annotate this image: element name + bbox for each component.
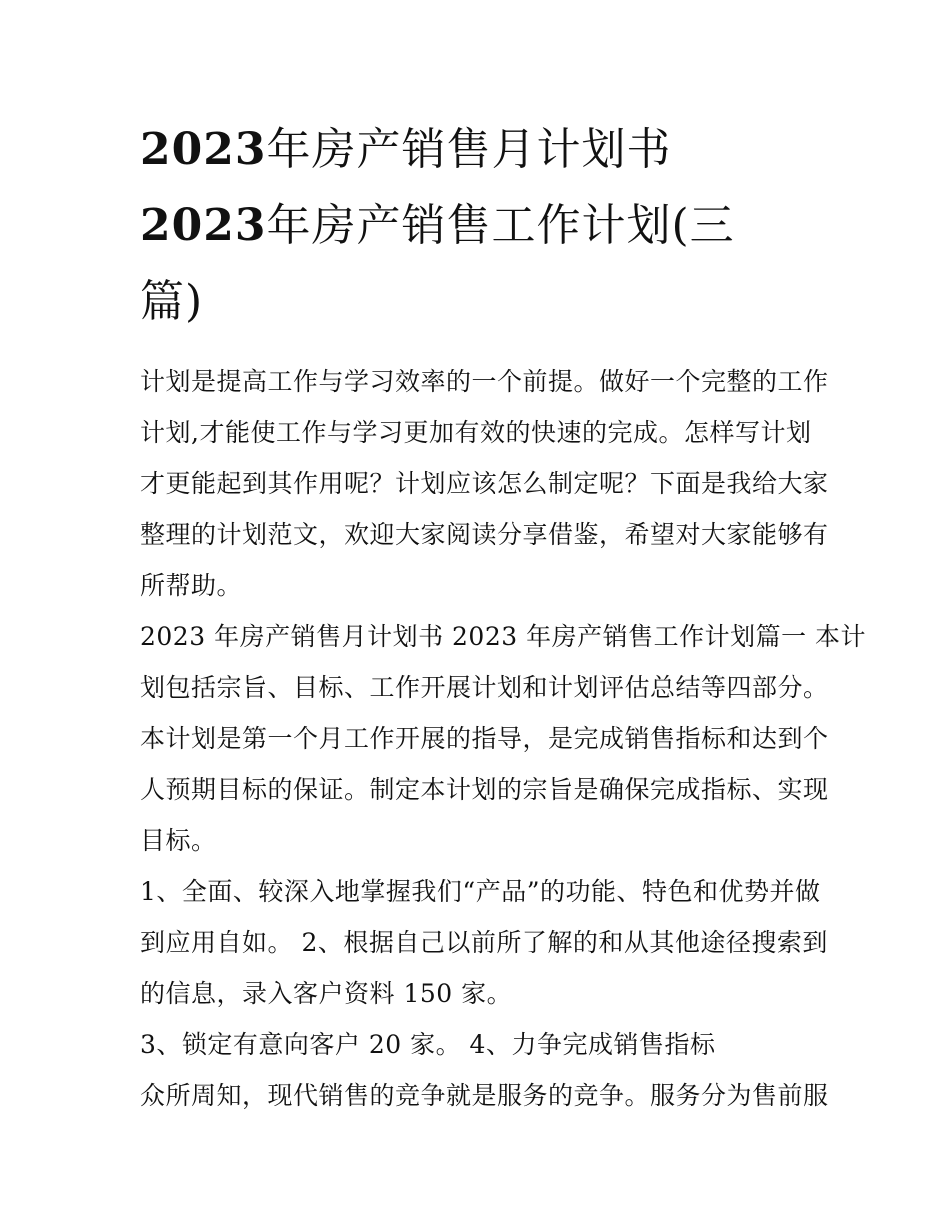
body-line: 人预期目标的保证。制定本计划的宗旨是确保完成指标、实现 xyxy=(140,775,829,804)
title-year-1: 2023 xyxy=(140,124,267,175)
document-title xyxy=(140,112,830,340)
body-line: 到应用自如。 2、根据自己以前所了解的和从其他途径搜索到 xyxy=(140,928,828,957)
body-line: 的信息，录入客户资料 150 家。 xyxy=(140,979,513,1008)
body-line: 1、全面、较深入地掌握我们“产品”的功能、特色和优势并做 xyxy=(140,877,821,906)
body-line: 所帮助。 xyxy=(140,571,243,600)
title-line-1 xyxy=(140,112,830,188)
body-line: 本计划是第一个月工作开展的指导，是完成销售指标和达到个 xyxy=(140,724,829,753)
title-line-2 xyxy=(140,188,830,264)
title-text-2: 年房产销售工作计划(三 xyxy=(266,200,735,251)
body-line: 计划,才能使工作与学习更加有效的快速的完成。怎样写计划 xyxy=(140,418,812,447)
document-body xyxy=(140,356,867,1121)
title-text-3: 篇) xyxy=(140,276,204,327)
body-line: 整理的计划范文，欢迎大家阅读分享借鉴，希望对大家能够有 xyxy=(140,520,829,549)
body-line: 划包括宗旨、目标、工作开展计划和计划评估总结等四部分。 xyxy=(140,673,829,702)
body-line: 2023 年房产销售月计划书 2023 年房产销售工作计划篇一 本计 xyxy=(140,622,867,651)
title-year-2: 2023 xyxy=(140,200,267,251)
body-line: 计划是提高工作与学习效率的一个前提。做好一个完整的工作 xyxy=(140,367,829,396)
body-line: 众所周知，现代销售的竞争就是服务的竞争。服务分为售前服 xyxy=(140,1081,829,1110)
body-line: 目标。 xyxy=(140,826,217,855)
title-line-3 xyxy=(140,264,830,340)
body-line: 3、锁定有意向客户 20 家。 4、力争完成销售指标 xyxy=(140,1030,716,1059)
body-line: 才更能起到其作用呢？计划应该怎么制定呢？下面是我给大家 xyxy=(140,469,829,498)
title-text-1: 年房产销售月计划书 xyxy=(266,124,672,175)
